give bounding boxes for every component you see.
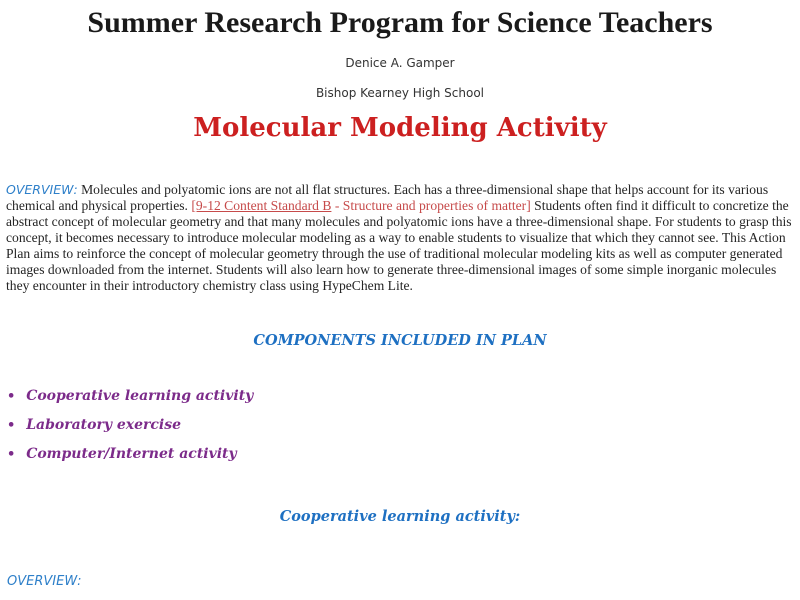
content-standard-link[interactable]: [9-12 Content Standard B bbox=[191, 197, 332, 213]
list-item-label: Cooperative learning activity bbox=[26, 387, 254, 404]
cooperative-activity-heading: Cooperative learning activity: bbox=[279, 507, 521, 525]
overview-label: OVERVIEW: bbox=[6, 181, 78, 197]
overview-label-bottom: OVERVIEW: bbox=[7, 573, 82, 589]
list-item-cooperative bbox=[7, 388, 800, 405]
list-item-laboratory bbox=[7, 417, 800, 434]
content-standard-suffix: - Structure and properties of matter] bbox=[334, 197, 531, 213]
components-heading: COMPONENTS INCLUDED IN PLAN bbox=[253, 331, 547, 349]
bullet-icon: • bbox=[7, 446, 16, 462]
list-item-computer bbox=[7, 446, 800, 463]
school-name: Bishop Kearney High School bbox=[315, 86, 485, 100]
overview-intro-text: Molecules and polyatomic ions are not all flat structures. Each has a three-dimensional shape that helps account for its various chemical and physical properties. bbox=[6, 181, 769, 213]
activity-title: Molecular Modeling Activity bbox=[193, 113, 607, 143]
list-item-label: Computer/Internet activity bbox=[26, 445, 237, 462]
page-title: Summer Research Program for Science Teachers bbox=[87, 6, 713, 39]
overview-body-text: Students often find it difficult to concretize the abstract concept of molecular geometry and that many molecules and polyatomic ions have a three-dimensional shape. For students to grasp this concept, it becomes necessary to introduce molecular modeling as a way to enable students to visualize that which they cannot see. This Action Plan aims to reinforce the concept of molecular geometry through the use of traditional molecular modeling kits as well as computer generated images downloaded from the internet. Students will also learn how to generate three-dimensional images of some simple inorganic molecules they encounter in their introductory chemistry class using HypeChem Lite. bbox=[6, 197, 792, 293]
overview-paragraph bbox=[0, 182, 800, 294]
author-name: Denice A. Gamper bbox=[345, 56, 455, 70]
list-item-label: Laboratory exercise bbox=[26, 416, 182, 433]
bullet-icon: • bbox=[7, 417, 16, 433]
bullet-icon: • bbox=[7, 388, 16, 404]
components-list bbox=[0, 388, 800, 463]
